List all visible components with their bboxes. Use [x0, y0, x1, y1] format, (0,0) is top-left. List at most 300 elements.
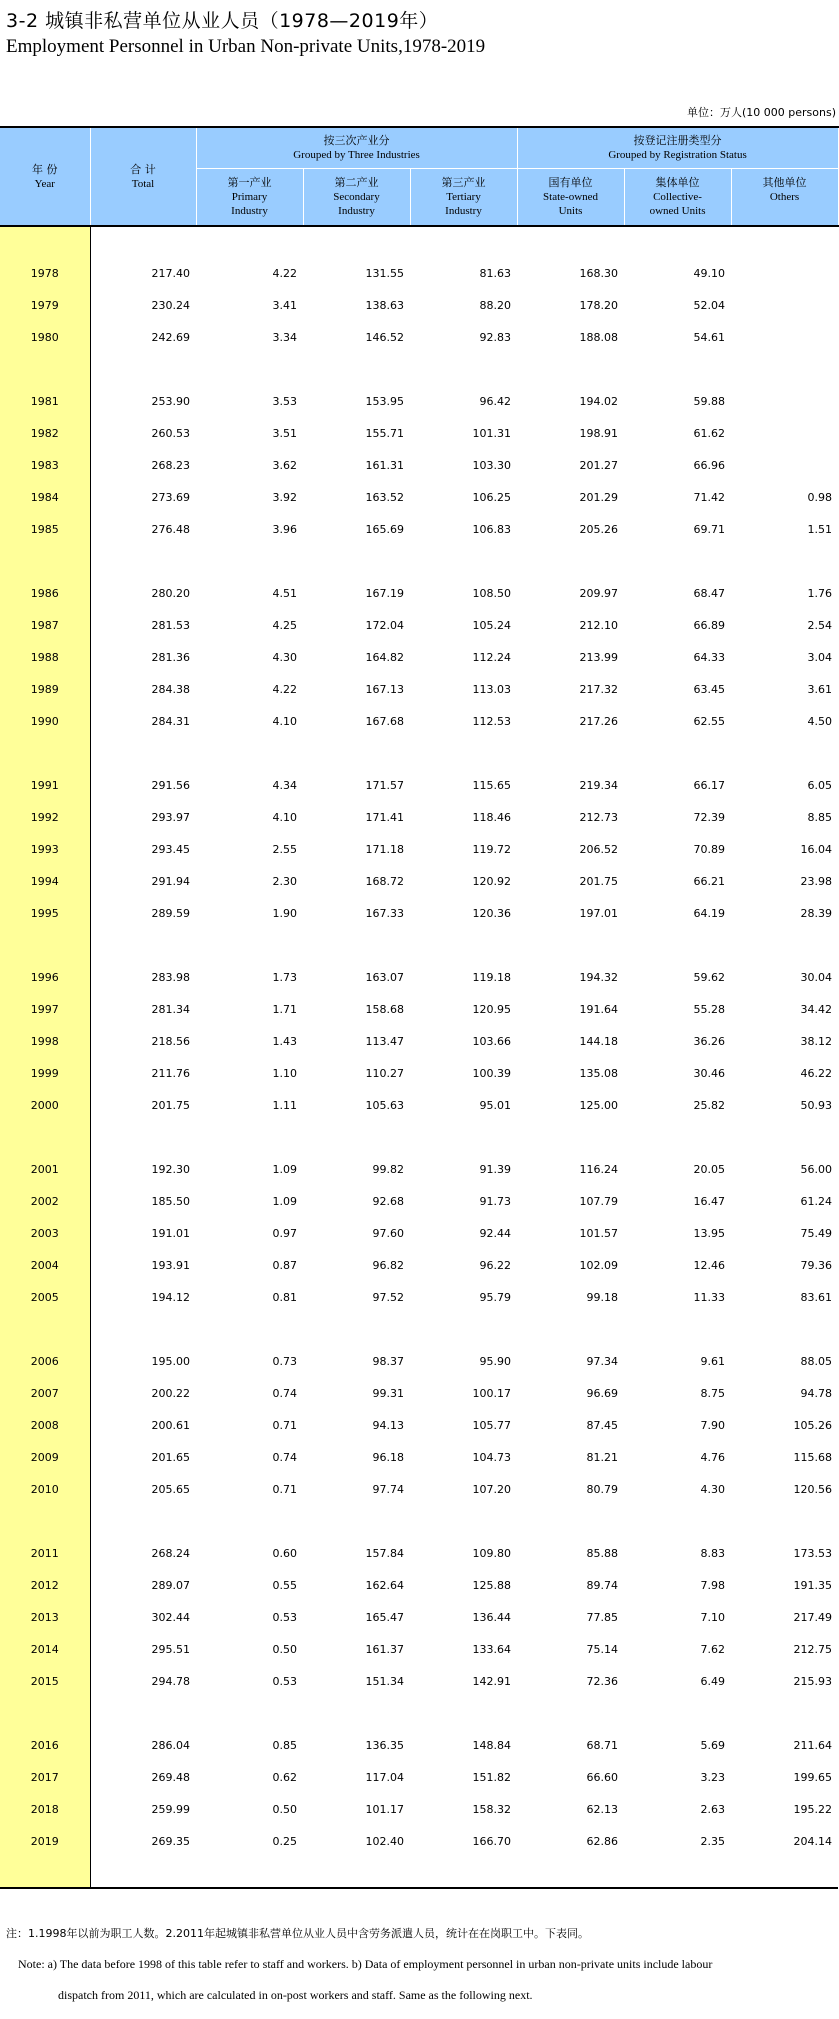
cell-tertiary: 95.01: [479, 1098, 512, 1112]
cell-total: 260.53: [151, 426, 190, 440]
cell-primary: 1.09: [272, 1194, 297, 1208]
cell-tertiary: 120.95: [472, 1002, 512, 1016]
cell-secondary: 167.13: [365, 682, 404, 696]
cell-primary: 0.97: [272, 1226, 297, 1240]
cell-year: 1988: [0, 641, 90, 673]
cell-state-owned: 188.08: [579, 330, 619, 344]
cell-tertiary: 104.73: [472, 1450, 512, 1464]
cell-state-owned: 217.26: [579, 714, 619, 728]
cell-secondary: 92.68: [372, 1194, 404, 1208]
spacer-row: [0, 737, 838, 769]
cell-tertiary: 81.63: [479, 266, 512, 280]
cell-primary: 1.90: [272, 906, 297, 920]
header-others: 其他单位 Others: [731, 169, 838, 227]
cell-state-owned: 201.75: [579, 874, 619, 888]
cell-year: 2001: [0, 1153, 90, 1185]
table-row: [0, 1825, 838, 1857]
cell-others: 173.53: [793, 1546, 833, 1560]
cell-total: 284.31: [151, 714, 190, 728]
cell-state-owned: 206.52: [579, 842, 619, 856]
header-total: 合 计 Total: [90, 127, 196, 226]
cell-state-owned: 144.18: [579, 1034, 619, 1048]
cell-year: 1992: [0, 801, 90, 833]
cell-secondary: 161.37: [365, 1642, 404, 1656]
table-row: [0, 1057, 838, 1089]
cell-tertiary: 158.32: [472, 1802, 512, 1816]
cell-state-owned: 205.26: [579, 522, 619, 536]
cell-secondary: 98.37: [372, 1354, 404, 1368]
table-row: [0, 865, 838, 897]
cell-primary: 1.71: [272, 1002, 297, 1016]
cell-state-owned: 212.73: [579, 810, 619, 824]
cell-state-owned: 107.79: [579, 1194, 619, 1208]
cell-tertiary: 95.90: [479, 1354, 512, 1368]
cell-state-owned: 219.34: [579, 778, 619, 792]
cell-total: 289.07: [151, 1578, 190, 1592]
cell-secondary: 172.04: [365, 618, 404, 632]
cell-total: 200.22: [151, 1386, 190, 1400]
table-title-cn: 3-2 城镇非私营单位从业人员（1978—2019年）: [6, 10, 439, 32]
cell-total: 205.65: [151, 1482, 190, 1496]
cell-total: 211.76: [151, 1066, 190, 1080]
table-row: [0, 1537, 838, 1569]
cell-others: 30.04: [800, 970, 833, 984]
cell-state-owned: 89.74: [586, 1578, 619, 1592]
table-row: [0, 1665, 838, 1697]
cell-total: 242.69: [151, 330, 190, 344]
cell-state-owned: 80.79: [586, 1482, 619, 1496]
cell-collective: 16.47: [693, 1194, 726, 1208]
cell-others: 1.51: [807, 522, 833, 536]
cell-tertiary: 120.92: [472, 874, 512, 888]
cell-state-owned: 116.24: [579, 1162, 619, 1176]
cell-year: 2014: [0, 1633, 90, 1665]
cell-collective: 7.10: [700, 1610, 726, 1624]
table-row: [0, 385, 838, 417]
cell-others: 199.65: [793, 1770, 833, 1784]
cell-others: [731, 449, 838, 481]
table-row: [0, 993, 838, 1025]
cell-secondary: 146.52: [365, 330, 404, 344]
cell-collective: 36.26: [693, 1034, 726, 1048]
table-row: [0, 1345, 838, 1377]
cell-others: [731, 257, 838, 289]
note-en-line2: dispatch from 2011, which are calculated in on-post workers and staff. Same as the following next.: [58, 1988, 533, 2002]
cell-total: 259.99: [151, 1802, 190, 1816]
cell-primary: 0.25: [272, 1834, 297, 1848]
cell-year: 2013: [0, 1601, 90, 1633]
cell-secondary: 151.34: [365, 1674, 404, 1688]
cell-primary: 3.51: [272, 426, 297, 440]
table-header: [0, 127, 838, 226]
cell-total: 281.34: [151, 1002, 190, 1016]
cell-state-owned: 168.30: [579, 266, 619, 280]
cell-collective: 70.89: [693, 842, 726, 856]
cell-collective: 8.83: [700, 1546, 726, 1560]
cell-year: 2007: [0, 1377, 90, 1409]
cell-year: 1982: [0, 417, 90, 449]
cell-collective: 66.17: [693, 778, 726, 792]
spacer-row: [0, 1313, 838, 1345]
cell-state-owned: 85.88: [586, 1546, 619, 1560]
cell-total: 283.98: [151, 970, 190, 984]
cell-secondary: 167.19: [365, 586, 404, 600]
header-primary: 第一产业 Primary Industry: [196, 169, 303, 227]
cell-collective: 68.47: [693, 586, 726, 600]
cell-year: 1983: [0, 449, 90, 481]
spacer-row: [0, 353, 838, 385]
cell-total: 200.61: [151, 1418, 190, 1432]
cell-state-owned: 198.91: [579, 426, 619, 440]
table-row: [0, 449, 838, 481]
cell-year: 2002: [0, 1185, 90, 1217]
cell-collective: 30.46: [693, 1066, 726, 1080]
cell-others: 211.64: [793, 1738, 833, 1752]
cell-year: 1978: [0, 257, 90, 289]
cell-total: 253.90: [151, 394, 190, 408]
cell-secondary: 113.47: [365, 1034, 404, 1048]
cell-collective: 7.98: [700, 1578, 726, 1592]
cell-total: 217.40: [151, 266, 190, 280]
table-body: [0, 226, 838, 1888]
cell-total: 268.24: [151, 1546, 190, 1560]
cell-others: 94.78: [800, 1386, 833, 1400]
cell-primary: 0.53: [272, 1674, 297, 1688]
cell-year: 1993: [0, 833, 90, 865]
table-row: [0, 1409, 838, 1441]
cell-state-owned: 72.36: [586, 1674, 619, 1688]
cell-year: 2009: [0, 1441, 90, 1473]
cell-others: 79.36: [800, 1258, 833, 1272]
cell-primary: 1.73: [272, 970, 297, 984]
cell-tertiary: 166.70: [472, 1834, 512, 1848]
table-row: [0, 673, 838, 705]
spacer-row: [0, 1857, 838, 1888]
table-row: [0, 1601, 838, 1633]
cell-primary: 0.81: [272, 1290, 297, 1304]
cell-secondary: 171.41: [365, 810, 404, 824]
cell-collective: 69.71: [693, 522, 726, 536]
cell-year: 1999: [0, 1057, 90, 1089]
cell-year: 2015: [0, 1665, 90, 1697]
cell-primary: 0.50: [272, 1642, 297, 1656]
table-row: [0, 641, 838, 673]
table-row: [0, 609, 838, 641]
table-row: [0, 1761, 838, 1793]
cell-tertiary: 112.53: [472, 714, 512, 728]
cell-primary: 3.34: [272, 330, 297, 344]
cell-year: 1991: [0, 769, 90, 801]
cell-primary: 4.25: [272, 618, 297, 632]
table-row: [0, 321, 838, 353]
cell-others: 4.50: [807, 714, 833, 728]
cell-tertiary: 91.39: [479, 1162, 512, 1176]
cell-others: 105.26: [793, 1418, 833, 1432]
cell-tertiary: 106.25: [472, 490, 512, 504]
cell-secondary: 165.47: [365, 1610, 404, 1624]
cell-others: 34.42: [800, 1002, 833, 1016]
cell-collective: 8.75: [700, 1386, 726, 1400]
table-row: [0, 289, 838, 321]
cell-state-owned: 101.57: [579, 1226, 619, 1240]
cell-primary: 4.34: [272, 778, 297, 792]
cell-others: 2.54: [807, 618, 833, 632]
cell-year: 2018: [0, 1793, 90, 1825]
cell-state-owned: 194.02: [579, 394, 619, 408]
cell-others: 88.05: [800, 1354, 833, 1368]
cell-year: 2010: [0, 1473, 90, 1505]
cell-year: 1984: [0, 481, 90, 513]
cell-collective: 72.39: [693, 810, 726, 824]
cell-state-owned: 197.01: [579, 906, 619, 920]
cell-tertiary: 109.80: [472, 1546, 512, 1560]
cell-others: 3.61: [807, 682, 833, 696]
cell-others: 120.56: [793, 1482, 833, 1496]
cell-collective: 12.46: [693, 1258, 726, 1272]
cell-total: 291.94: [151, 874, 190, 888]
cell-tertiary: 103.66: [472, 1034, 512, 1048]
cell-total: 273.69: [151, 490, 190, 504]
cell-year: 2019: [0, 1825, 90, 1857]
cell-primary: 1.09: [272, 1162, 297, 1176]
header-collective: 集体单位 Collective- owned Units: [624, 169, 731, 227]
cell-total: 276.48: [151, 522, 190, 536]
cell-primary: 4.10: [272, 810, 297, 824]
cell-primary: 4.10: [272, 714, 297, 728]
cell-tertiary: 151.82: [472, 1770, 512, 1784]
table-row: [0, 257, 838, 289]
cell-year: 2012: [0, 1569, 90, 1601]
cell-total: 201.65: [151, 1450, 190, 1464]
cell-primary: 0.85: [272, 1738, 297, 1752]
cell-total: 293.45: [151, 842, 190, 856]
cell-tertiary: 96.42: [479, 394, 512, 408]
cell-tertiary: 119.18: [472, 970, 512, 984]
table-row: [0, 833, 838, 865]
cell-state-owned: 62.13: [586, 1802, 619, 1816]
table-row: [0, 705, 838, 737]
cell-collective: 7.62: [700, 1642, 726, 1656]
cell-collective: 52.04: [693, 298, 726, 312]
cell-primary: 3.53: [272, 394, 297, 408]
cell-tertiary: 100.39: [472, 1066, 512, 1080]
cell-state-owned: 99.18: [586, 1290, 619, 1304]
cell-primary: 2.55: [272, 842, 297, 856]
cell-others: 217.49: [793, 1610, 833, 1624]
cell-tertiary: 113.03: [472, 682, 512, 696]
cell-secondary: 97.74: [372, 1482, 404, 1496]
cell-others: 191.35: [793, 1578, 833, 1592]
cell-tertiary: 91.73: [479, 1194, 512, 1208]
cell-year: 1996: [0, 961, 90, 993]
cell-total: 284.38: [151, 682, 190, 696]
cell-state-owned: 217.32: [579, 682, 619, 696]
cell-others: 28.39: [800, 906, 833, 920]
cell-others: [731, 321, 838, 353]
cell-primary: 0.50: [272, 1802, 297, 1816]
note-cn: 注：1.1998年以前为职工人数。2.2011年起城镇非私营单位从业人员中含劳务派遣人员，统计在在岗职工中。下表同。: [6, 1927, 589, 1940]
cell-year: 2008: [0, 1409, 90, 1441]
cell-tertiary: 133.64: [472, 1642, 512, 1656]
cell-others: [731, 289, 838, 321]
cell-state-owned: 201.27: [579, 458, 619, 472]
cell-primary: 0.71: [272, 1482, 297, 1496]
cell-tertiary: 115.65: [472, 778, 512, 792]
table-row: [0, 417, 838, 449]
cell-collective: 66.96: [693, 458, 726, 472]
cell-state-owned: 194.32: [579, 970, 619, 984]
cell-primary: 2.30: [272, 874, 297, 888]
cell-collective: 4.76: [700, 1450, 726, 1464]
cell-others: 212.75: [793, 1642, 833, 1656]
cell-state-owned: 178.20: [579, 298, 619, 312]
cell-year: 1980: [0, 321, 90, 353]
table-row: [0, 801, 838, 833]
cell-collective: 2.35: [700, 1834, 726, 1848]
cell-secondary: 161.31: [365, 458, 404, 472]
cell-collective: 71.42: [693, 490, 726, 504]
cell-year: 2005: [0, 1281, 90, 1313]
cell-secondary: 171.57: [365, 778, 404, 792]
cell-others: 56.00: [800, 1162, 833, 1176]
cell-secondary: 110.27: [365, 1066, 404, 1080]
cell-tertiary: 120.36: [472, 906, 512, 920]
cell-total: 218.56: [151, 1034, 190, 1048]
cell-year: 2004: [0, 1249, 90, 1281]
cell-secondary: 94.13: [372, 1418, 404, 1432]
cell-year: 1986: [0, 577, 90, 609]
cell-collective: 66.21: [693, 874, 726, 888]
cell-state-owned: 191.64: [579, 1002, 619, 1016]
cell-primary: 0.74: [272, 1386, 297, 1400]
cell-year: 2000: [0, 1089, 90, 1121]
cell-year: 1989: [0, 673, 90, 705]
note-en-line1: Note: a) The data before 1998 of this table refer to staff and workers. b) Data of employment personnel in urban non-private units include labour: [18, 1957, 713, 1971]
header-tertiary: 第三产业 Tertiary Industry: [410, 169, 517, 227]
cell-year: 1995: [0, 897, 90, 929]
cell-total: 191.01: [151, 1226, 190, 1240]
cell-tertiary: 142.91: [472, 1674, 512, 1688]
unit-label: 单位：万人(10 000 persons): [686, 106, 836, 119]
cell-collective: 7.90: [700, 1418, 726, 1432]
cell-others: 3.04: [807, 650, 833, 664]
cell-primary: 3.96: [272, 522, 297, 536]
cell-secondary: 168.72: [365, 874, 404, 888]
cell-secondary: 136.35: [365, 1738, 404, 1752]
cell-tertiary: 88.20: [479, 298, 512, 312]
cell-primary: 0.55: [272, 1578, 297, 1592]
header-state-owned: 国有单位 State-owned Units: [517, 169, 624, 227]
spacer-row: [0, 929, 838, 961]
cell-secondary: 101.17: [365, 1802, 404, 1816]
cell-state-owned: 97.34: [586, 1354, 619, 1368]
cell-others: 83.61: [800, 1290, 833, 1304]
cell-primary: 4.30: [272, 650, 297, 664]
spacer-row: [0, 1697, 838, 1729]
cell-total: 268.23: [151, 458, 190, 472]
cell-primary: 3.62: [272, 458, 297, 472]
header-year: 年 份 Year: [0, 127, 90, 226]
cell-total: 291.56: [151, 778, 190, 792]
cell-total: 302.44: [151, 1610, 190, 1624]
cell-total: 185.50: [151, 1194, 190, 1208]
table-row: [0, 961, 838, 993]
spacer-row: [0, 1505, 838, 1537]
cell-secondary: 158.68: [365, 1002, 404, 1016]
cell-state-owned: 213.99: [579, 650, 619, 664]
cell-state-owned: 96.69: [586, 1386, 619, 1400]
cell-tertiary: 92.83: [479, 330, 512, 344]
table-row: [0, 1249, 838, 1281]
spacer-row: [0, 226, 838, 257]
cell-total: 286.04: [151, 1738, 190, 1752]
cell-total: 280.20: [151, 586, 190, 600]
cell-others: 23.98: [800, 874, 833, 888]
cell-year: 1981: [0, 385, 90, 417]
cell-secondary: 153.95: [365, 394, 404, 408]
header-group-registration: 按登记注册类型分 Grouped by Registration Status: [517, 127, 838, 169]
cell-others: 46.22: [800, 1066, 833, 1080]
cell-year: 1987: [0, 609, 90, 641]
cell-state-owned: 201.29: [579, 490, 619, 504]
cell-tertiary: 107.20: [472, 1482, 512, 1496]
cell-total: 201.75: [151, 1098, 190, 1112]
cell-secondary: 155.71: [365, 426, 404, 440]
cell-tertiary: 92.44: [479, 1226, 512, 1240]
cell-collective: 59.62: [693, 970, 726, 984]
cell-total: 294.78: [151, 1674, 190, 1688]
cell-collective: 55.28: [693, 1002, 726, 1016]
cell-collective: 25.82: [693, 1098, 726, 1112]
cell-tertiary: 148.84: [472, 1738, 512, 1752]
cell-tertiary: 136.44: [472, 1610, 512, 1624]
cell-secondary: 157.84: [365, 1546, 404, 1560]
cell-secondary: 105.63: [365, 1098, 404, 1112]
cell-total: 193.91: [151, 1258, 190, 1272]
cell-tertiary: 100.17: [472, 1386, 512, 1400]
header-group-industries: 按三次产业分 Grouped by Three Industries: [196, 127, 517, 169]
cell-year: 1994: [0, 865, 90, 897]
cell-primary: 4.51: [272, 586, 297, 600]
cell-total: 192.30: [151, 1162, 190, 1176]
cell-year: 2016: [0, 1729, 90, 1761]
cell-secondary: 167.68: [365, 714, 404, 728]
cell-primary: 0.87: [272, 1258, 297, 1272]
cell-secondary: 131.55: [365, 266, 404, 280]
cell-year: 1985: [0, 513, 90, 545]
cell-others: 16.04: [800, 842, 833, 856]
cell-tertiary: 112.24: [472, 650, 512, 664]
cell-primary: 0.74: [272, 1450, 297, 1464]
cell-secondary: 102.40: [365, 1834, 404, 1848]
cell-primary: 0.62: [272, 1770, 297, 1784]
cell-others: 1.76: [807, 586, 833, 600]
cell-collective: 11.33: [693, 1290, 726, 1304]
cell-secondary: 99.82: [372, 1162, 404, 1176]
cell-secondary: 117.04: [365, 1770, 404, 1784]
cell-primary: 0.71: [272, 1418, 297, 1432]
cell-total: 269.35: [151, 1834, 190, 1848]
cell-secondary: 165.69: [365, 522, 404, 536]
cell-tertiary: 119.72: [472, 842, 512, 856]
table-row: [0, 1185, 838, 1217]
cell-state-owned: 81.21: [586, 1450, 619, 1464]
cell-tertiary: 125.88: [472, 1578, 512, 1592]
cell-primary: 0.53: [272, 1610, 297, 1624]
cell-tertiary: 95.79: [479, 1290, 512, 1304]
cell-collective: 49.10: [693, 266, 726, 280]
cell-collective: 9.61: [700, 1354, 726, 1368]
